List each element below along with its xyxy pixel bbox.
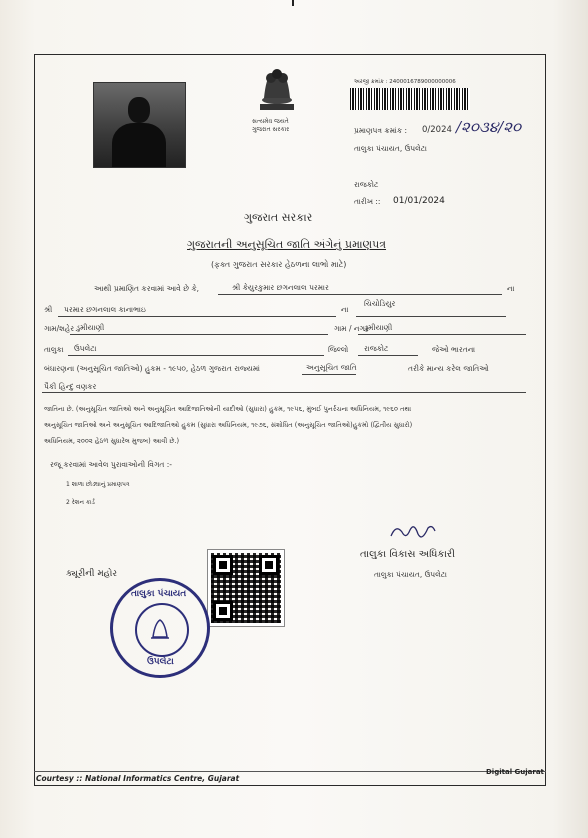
- line5-suffix: તરીકે માન્ય કરેલ જાતિઓ: [408, 364, 489, 373]
- line4-rule: [68, 355, 324, 356]
- line5-rule: [302, 374, 356, 375]
- officer-signature: [388, 522, 438, 544]
- line2-village-hdr: ચિચોડિયુર: [364, 299, 396, 308]
- cert-no-label: પ્રમાણપત્ર ક્રમાંક :: [354, 126, 408, 135]
- line2-prefix: શ્રી: [44, 305, 53, 314]
- government-title: ગુજરાત સરકાર: [244, 211, 313, 224]
- district-label: જિલ્લો: [328, 345, 349, 354]
- district-value: રાજકોટ: [364, 344, 389, 353]
- town-label: ગામ / નગર: [334, 324, 369, 333]
- caste-name: પૈકી હિન્દુ વણકર: [44, 382, 97, 391]
- emblem-caption: સત્યમેવ જયતે: [252, 118, 289, 125]
- documents-header: રજૂ કરવામાં આવેલ પુરાવાઓની વિગત :-: [50, 460, 173, 469]
- place: રાજકોટ: [354, 180, 379, 189]
- line2-rule-b: [356, 316, 506, 317]
- village-value: ડુમીયાણી: [76, 323, 105, 332]
- legal-para-1: જાતિના છે. (અનુસૂચિત જાતિઓ અને અનુસૂચિત આદિજાતિઓની યાદીઓ (સુધારા) હુકમ, ૧૯૫૬, મુંબઈ પુનર્રચના અધિનિયમ, ૧૯૬૦ તથા: [44, 405, 412, 413]
- document-item: 1 શાળા છોડ્યાનું પ્રમાણપત્ર: [66, 481, 130, 488]
- line3-rule: [70, 334, 328, 335]
- applicant-photo: [93, 82, 186, 168]
- footer-brand: Digital Gujarat: [486, 768, 544, 776]
- seal-label: ક્યૂરીની મહોર: [66, 569, 117, 579]
- line2-mid: ના: [341, 305, 349, 314]
- cert-no-printed: 0/2024: [422, 125, 452, 135]
- certificate-title: ગુજરાતની અનુસૂચિત જાતિ અંગેનું પ્રમાણપત્ર: [187, 238, 387, 251]
- line1-rule: [218, 294, 502, 295]
- barcode-label: અરજી ક્રમાંક : 2400016789000000006: [354, 79, 456, 85]
- barcode: [350, 88, 470, 110]
- line6-rule: [42, 392, 526, 393]
- edge-mark: [292, 0, 294, 6]
- qr-code: [208, 550, 284, 626]
- footer-rule: [34, 771, 546, 772]
- legal-para-3: અધિનિયમ, ૨૦૦૨ હેઠળ સુધારેલ મુજબ) આવી છે.): [44, 437, 180, 445]
- taluka-label: તાલુકા: [44, 345, 64, 354]
- certificate-subtitle: (ફક્ત ગુજરાત સરકાર હેઠળના લાભો માટે): [211, 260, 347, 269]
- office-seal: [110, 578, 210, 678]
- legal-para-2: અનુસૂચિત જાતિઓ અને અનુસૂચિત આદિજાતિઓ હુકમ (સુધારા અધિનિયમ, ૧૯૭૬, સંશોધિત (અનુસૂચિત જાતિઓ)હુકમો (દ્વિતીય સુધારો): [44, 421, 413, 429]
- line1-suffix: ના: [507, 284, 515, 293]
- line4-rule-b: [358, 355, 418, 356]
- applicant-name: શ્રી કેયુરકુમાર છગનલાલ પરમાર: [232, 283, 329, 292]
- ashoka-emblem-icon: [254, 64, 300, 114]
- line2-rule: [58, 316, 336, 317]
- issue-date: 01/01/2024: [393, 196, 445, 206]
- taluka-value: ઉપલેટા: [74, 344, 97, 353]
- date-label: તારીખ ::: [354, 197, 381, 206]
- line5-prefix: બંધારણના (અનુસૂચિત જાતિઓ) હુકમ - ૧૯૫૦, હેઠળ ગુજરાત રાજ્યમાં: [44, 364, 260, 373]
- seal-text-bottom: ઉપલેટા: [147, 657, 174, 667]
- town-value: ડુમીયાણી: [364, 323, 393, 332]
- line3-rule-b: [358, 334, 526, 335]
- caste-category: અનુસૂચિત જાતિ: [306, 363, 357, 372]
- document-item: 2 રેશન કાર્ડ: [66, 499, 95, 506]
- line1-prefix: આથી પ્રમાણિત કરવામાં આવે છે કે,: [94, 284, 200, 293]
- line4-suffix: જેઓ ભારતના: [432, 345, 476, 354]
- issuing-office: તાલુકા પંચાયત, ઉપલેટા: [354, 144, 427, 153]
- cert-no-handwritten: /૨૦૩૪/૨૦: [456, 118, 522, 136]
- village-label: ગામ/શહેર: [44, 324, 75, 333]
- officer-title: તાલુકા વિકાસ અધિકારી: [360, 549, 455, 560]
- father-name: પરમાર છગનલાલ કાનાભાઇ: [64, 305, 146, 314]
- officer-office: તાલુકા પંચાયત, ઉપલેટા: [374, 570, 447, 579]
- emblem-caption-2: ગુજરાત સરકાર: [252, 126, 290, 133]
- seal-text-top: તાલુકા પંચાયત: [131, 589, 187, 599]
- seal-emblem-icon: [147, 615, 173, 641]
- footer-credit: Courtesy :: National Informatics Centre, Gujarat: [36, 774, 240, 783]
